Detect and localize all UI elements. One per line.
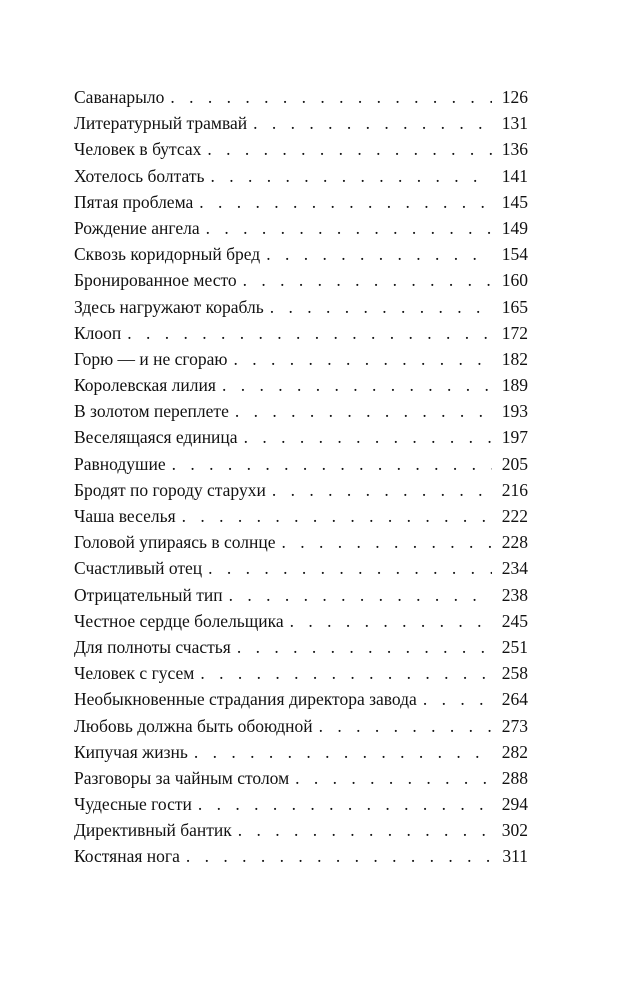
toc-entry xyxy=(74,320,528,346)
toc-entry xyxy=(74,215,528,241)
toc-entry xyxy=(74,791,528,817)
toc-entry-title: Бродят по городу старухи xyxy=(74,479,266,500)
toc-entry-page-number: 228 xyxy=(501,532,528,553)
toc-entry xyxy=(74,241,528,267)
toc-entry-page-number: 258 xyxy=(501,663,528,684)
dot-leader xyxy=(199,189,492,215)
toc-entry-title: Горю — и не сгораю xyxy=(74,348,228,369)
toc-entry-title: Человек с гусем xyxy=(74,663,195,684)
toc-entry-title: Сквозь коридорный бред xyxy=(74,244,261,265)
dot-leader xyxy=(210,163,492,189)
toc-entry-page-number: 222 xyxy=(501,506,528,526)
table-of-contents xyxy=(74,84,528,870)
toc-entry-title: Здесь нагружают корабль xyxy=(74,296,264,317)
toc-entry-title: Счастливый отец xyxy=(74,558,203,579)
toc-entry xyxy=(74,294,528,320)
dot-leader xyxy=(172,451,492,477)
toc-entry-title: Чаша веселья xyxy=(74,506,176,526)
toc-entry xyxy=(74,555,528,581)
dot-leader xyxy=(266,241,492,267)
toc-entry-title: Человек в бутсах xyxy=(74,139,202,160)
toc-entry-title: Для полноты счастья xyxy=(74,636,231,657)
toc-entry-page-number: 149 xyxy=(501,217,528,238)
toc-entry-page-number: 154 xyxy=(501,244,528,265)
toc-entry-title: Клооп xyxy=(74,322,122,343)
dot-leader xyxy=(319,713,492,739)
toc-entry-title: Директивный бантик xyxy=(74,820,232,841)
toc-entry-title: Любовь должна быть обоюдной xyxy=(74,715,313,736)
dot-leader xyxy=(200,660,492,686)
toc-entry xyxy=(74,451,528,477)
dot-leader xyxy=(198,791,492,817)
toc-entry-page-number: 197 xyxy=(501,427,528,448)
toc-entry-page-number: 282 xyxy=(501,741,528,762)
toc-entry-page-number: 131 xyxy=(501,113,528,134)
toc-entry xyxy=(74,372,528,398)
dot-leader xyxy=(208,555,492,581)
toc-entry xyxy=(74,477,528,503)
toc-entry-page-number: 160 xyxy=(501,270,528,291)
dot-leader xyxy=(270,294,492,320)
toc-entry xyxy=(74,817,528,843)
toc-entry xyxy=(74,660,528,686)
toc-entry-title: Литературный трамвай xyxy=(74,113,248,134)
dot-leader xyxy=(234,346,492,372)
toc-entry-page-number: 294 xyxy=(501,794,528,815)
dot-leader xyxy=(186,843,492,869)
toc-entry xyxy=(74,503,528,529)
toc-entry-page-number: 126 xyxy=(501,87,528,107)
toc-entry-title: Необыкновенные страдания директора завода xyxy=(74,689,417,710)
dot-leader xyxy=(295,765,492,791)
toc-entry xyxy=(74,346,528,372)
dot-leader xyxy=(272,477,492,503)
dot-leader xyxy=(229,582,492,608)
toc-entry-title: Королевская лилия xyxy=(74,375,216,396)
toc-entry xyxy=(74,608,528,634)
dot-leader xyxy=(127,320,492,346)
toc-entry-title: Кипучая жизнь xyxy=(74,741,188,762)
toc-entry-title: Головой упираясь в солнце xyxy=(74,532,276,553)
toc-entry-page-number: 145 xyxy=(501,191,528,212)
toc-entry xyxy=(74,110,528,136)
toc-entry xyxy=(74,713,528,739)
toc-entry xyxy=(74,424,528,450)
toc-entry-page-number: 165 xyxy=(501,296,528,317)
dot-leader xyxy=(194,739,492,765)
dot-leader xyxy=(207,136,492,162)
toc-entry-page-number: 205 xyxy=(501,453,528,474)
toc-entry-title: Отрицательный тип xyxy=(74,584,223,605)
toc-entry-title: Бронированное место xyxy=(74,270,237,291)
dot-leader xyxy=(243,267,492,293)
toc-entry-title: Саванарыло xyxy=(74,87,165,107)
dot-leader xyxy=(290,608,492,634)
dot-leader xyxy=(206,215,492,241)
toc-entry-page-number: 273 xyxy=(501,715,528,736)
dot-leader xyxy=(222,372,492,398)
toc-entry-page-number: 234 xyxy=(501,558,528,579)
toc-entry xyxy=(74,843,528,869)
toc-entry-page-number: 311 xyxy=(502,846,528,867)
toc-entry xyxy=(74,189,528,215)
toc-entry-title: Разговоры за чайным столом xyxy=(74,767,290,788)
toc-entry xyxy=(74,267,528,293)
toc-entry xyxy=(74,398,528,424)
toc-entry-page-number: 264 xyxy=(501,689,528,710)
toc-entry xyxy=(74,582,528,608)
toc-entry-page-number: 182 xyxy=(501,348,528,369)
dot-leader xyxy=(170,84,492,110)
toc-entry-page-number: 288 xyxy=(501,767,528,788)
toc-entry-page-number: 238 xyxy=(501,584,528,605)
toc-entry-page-number: 136 xyxy=(501,139,528,160)
toc-entry-title: Хотелось болтать xyxy=(74,165,205,186)
toc-entry-page-number: 245 xyxy=(501,610,528,631)
toc-entry xyxy=(74,765,528,791)
dot-leader xyxy=(182,503,492,529)
toc-entry xyxy=(74,84,528,110)
toc-entry xyxy=(74,634,528,660)
dot-leader xyxy=(244,424,492,450)
toc-entry-title: Чудесные гости xyxy=(74,794,192,815)
toc-entry xyxy=(74,136,528,162)
dot-leader xyxy=(237,634,492,660)
toc-entry-title: В золотом переплете xyxy=(74,401,229,422)
dot-leader xyxy=(423,686,492,712)
toc-entry-page-number: 189 xyxy=(501,375,528,396)
toc-entry-title: Костяная нога xyxy=(74,846,180,867)
toc-entry xyxy=(74,529,528,555)
toc-entry-title: Честное сердце болельщика xyxy=(74,610,284,631)
toc-entry-page-number: 193 xyxy=(501,401,528,422)
toc-entry-page-number: 216 xyxy=(501,479,528,500)
toc-entry-title: Пятая проблема xyxy=(74,191,194,212)
toc-entry-title: Равнодушие xyxy=(74,453,166,474)
toc-entry xyxy=(74,163,528,189)
toc-entry xyxy=(74,739,528,765)
toc-entry-title: Веселящаяся единица xyxy=(74,427,238,448)
toc-entry-page-number: 172 xyxy=(501,322,528,343)
toc-entry xyxy=(74,686,528,712)
dot-leader xyxy=(235,398,492,424)
toc-entry-title: Рождение ангела xyxy=(74,217,200,238)
dot-leader xyxy=(238,817,492,843)
dot-leader xyxy=(282,529,492,555)
toc-entry-page-number: 141 xyxy=(501,165,528,186)
toc-entry-page-number: 302 xyxy=(501,820,528,841)
dot-leader xyxy=(253,110,492,136)
toc-entry-page-number: 251 xyxy=(501,636,528,657)
